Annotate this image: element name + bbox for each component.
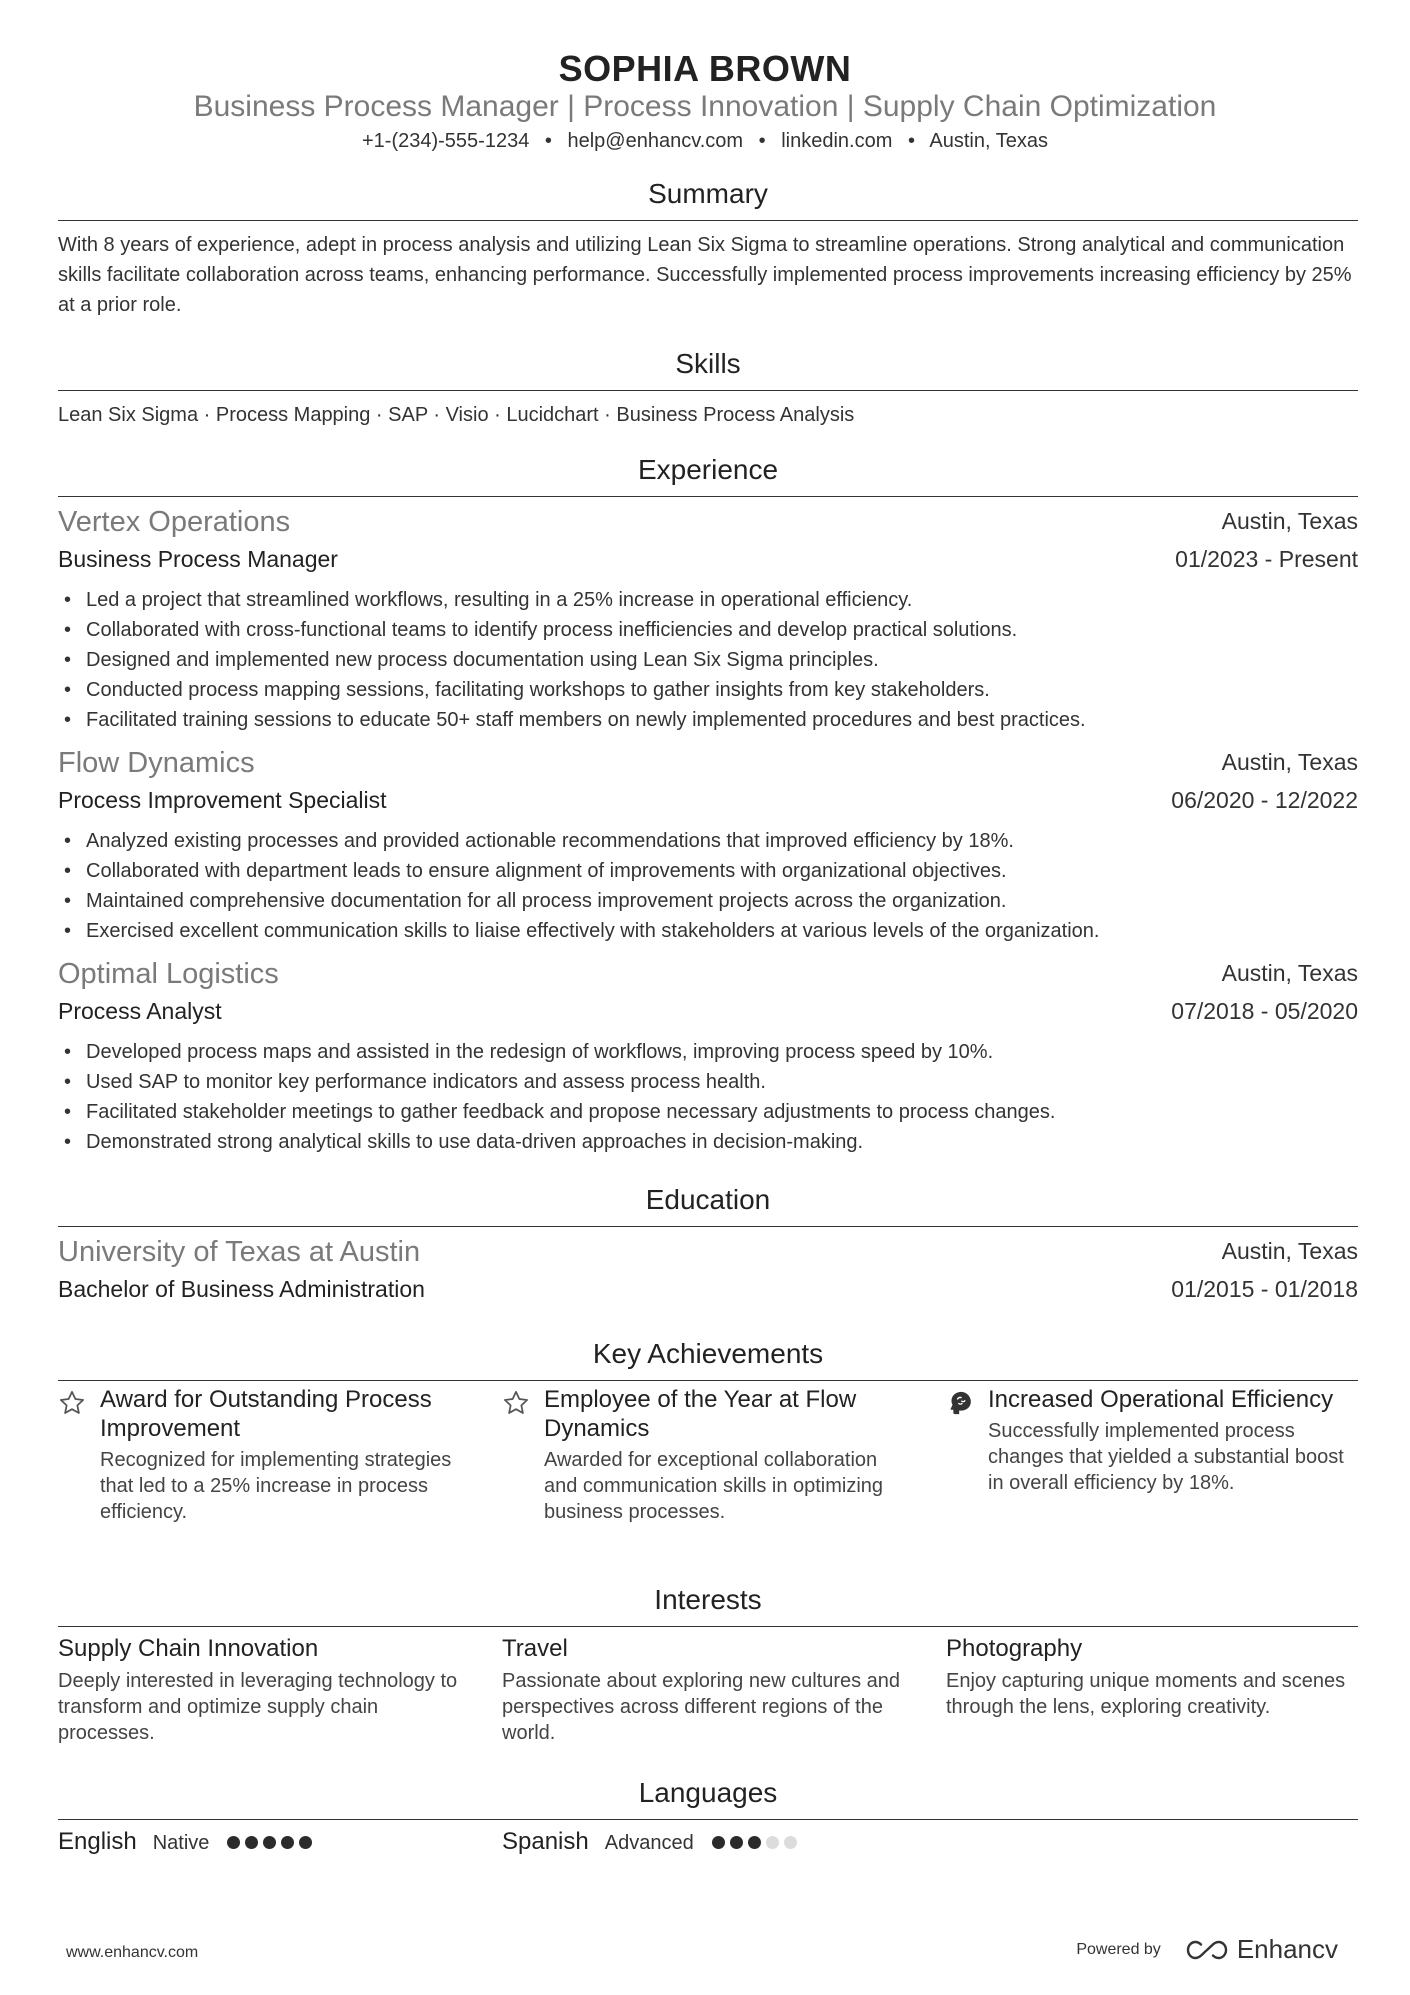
list-item: • Led a project that streamlined workflows, resulting in a 25% increase in operational efficiency. (58, 585, 1358, 615)
job-dates: 01/2023 - Present (1175, 546, 1358, 572)
list-item: • Developed process maps and assisted in the redesign of workflows, improving process speed by 10%. (58, 1037, 1358, 1067)
achievement-title: Increased Operational Efficiency (988, 1386, 1334, 1413)
location-text: Austin, Texas (929, 130, 1048, 152)
job-bullets (58, 826, 1358, 946)
rating-dot-filled (299, 1836, 312, 1849)
skills-heading: Skills (675, 348, 741, 379)
brain-icon (946, 1389, 974, 1417)
achievement-desc: Awarded for exceptional collaboration and communication skills in optimizing business processes. (544, 1449, 884, 1523)
list-item: • Facilitated stakeholder meetings to gather feedback and propose necessary adjustments to process changes. (58, 1097, 1358, 1127)
rating-dot-filled (748, 1836, 761, 1849)
job-dates: 06/2020 - 12/2022 (1171, 787, 1358, 813)
skills-list: Lean Six Sigma · Process Mapping · SAP · Visio · Lucidchart · Business Process Analysis (58, 404, 855, 426)
job-company: Flow Dynamics (58, 747, 255, 779)
rating-dot-filled (263, 1836, 276, 1849)
list-item: • Facilitated training sessions to educate 50+ staff members on newly implemented procedures and best practices. (58, 705, 1358, 735)
list-item: • Conducted process mapping sessions, facilitating workshops to gather insights from key stakeholders. (58, 675, 1358, 705)
education-location: Austin, Texas (1221, 1238, 1358, 1264)
section-divider (58, 1226, 1358, 1227)
language-rating (227, 1836, 312, 1849)
enhancv-logo-icon (1185, 1938, 1229, 1962)
interest-item (58, 1634, 478, 1746)
job-company: Vertex Operations (58, 506, 291, 538)
list-item: • Maintained comprehensive documentation for all process improvement projects across the organization. (58, 886, 1358, 916)
powered-by-label: Powered by (1076, 1940, 1161, 1958)
section-divider (58, 390, 1358, 391)
job-location: Austin, Texas (1221, 508, 1358, 534)
language-item (58, 1828, 312, 1856)
achievements-heading: Key Achievements (592, 1338, 824, 1369)
interest-desc: Passionate about exploring new cultures and perspectives across different regions of the world. (502, 1670, 901, 1744)
job-location: Austin, Texas (1221, 749, 1358, 775)
interest-title: Supply Chain Innovation (58, 1635, 319, 1662)
footer-branding[interactable] (1076, 1934, 1338, 1965)
list-item: • Collaborated with department leads to ensure alignment of improvements with organizational objectives. (58, 856, 1358, 886)
achievement-title: Employee of the Year at Flow Dynamics (544, 1386, 857, 1442)
interest-desc: Enjoy capturing unique moments and scenes through the lens, exploring creativity. (946, 1670, 1346, 1718)
list-item: • Exercised excellent communication skills to liaise effectively with stakeholders at various levels of the organization. (58, 916, 1358, 946)
interest-title: Photography (946, 1635, 1083, 1662)
job-role: Process Improvement Specialist (58, 787, 387, 813)
candidate-name: SOPHIA BROWN (558, 48, 852, 89)
list-item: • Demonstrated strong analytical skills to use data-driven approaches in decision-making. (58, 1127, 1358, 1157)
candidate-headline: Business Process Manager | Process Innovation | Supply Chain Optimization (193, 90, 1217, 123)
language-level: Native (152, 1832, 210, 1854)
job-role: Business Process Manager (58, 546, 338, 572)
phone-text: +1-(234)-555-1234 (361, 130, 530, 152)
achievement-item (58, 1385, 458, 1525)
section-divider (58, 1626, 1358, 1627)
email-link[interactable]: help@enhancv.com (567, 130, 744, 152)
section-divider (58, 220, 1358, 221)
section-divider (58, 1380, 1358, 1381)
education-heading: Education (645, 1184, 771, 1215)
star-icon (502, 1389, 530, 1417)
rating-dot-filled (227, 1836, 240, 1849)
education-school: University of Texas at Austin (58, 1236, 421, 1268)
list-item: • Used SAP to monitor key performance indicators and assess process health. (58, 1067, 1358, 1097)
list-item: • Designed and implemented new process documentation using Lean Six Sigma principles. (58, 645, 1358, 675)
interest-item (502, 1634, 922, 1746)
achievement-title: Award for Outstanding Process Improvement (100, 1386, 432, 1442)
job-dates: 07/2018 - 05/2020 (1171, 998, 1358, 1024)
achievement-desc: Successfully implemented process changes that yielded a substantial boost in overall efficiency by 18%. (988, 1420, 1344, 1494)
achievement-item (502, 1385, 902, 1525)
experience-heading: Experience (637, 454, 779, 485)
language-item (502, 1828, 797, 1856)
language-name: English (58, 1828, 137, 1855)
footer-website-link[interactable]: www.enhancv.com (66, 1944, 199, 1961)
interest-desc: Deeply interested in leveraging technology to transform and optimize supply chain processes. (58, 1670, 458, 1744)
languages-heading: Languages (638, 1777, 778, 1808)
rating-dot-filled (730, 1836, 743, 1849)
rating-dot-filled (712, 1836, 725, 1849)
interests-heading: Interests (654, 1584, 762, 1615)
achievement-item (946, 1385, 1346, 1496)
language-rating (712, 1836, 797, 1849)
contact-line (0, 130, 1410, 153)
interest-title: Travel (502, 1635, 568, 1662)
education-degree: Bachelor of Business Administration (58, 1276, 425, 1302)
linkedin-link[interactable]: linkedin.com (781, 130, 893, 152)
job-role: Process Analyst (58, 998, 222, 1024)
job-bullets (58, 1037, 1358, 1157)
job-location: Austin, Texas (1221, 960, 1358, 986)
section-divider (58, 496, 1358, 497)
rating-dot-filled (281, 1836, 294, 1849)
list-item: • Collaborated with cross-functional teams to identify process inefficiencies and develop practical solutions. (58, 615, 1358, 645)
enhancv-brand-text: Enhancv (1236, 1934, 1338, 1964)
section-divider (58, 1819, 1358, 1820)
separator-dot: • (907, 130, 915, 152)
interest-item (946, 1634, 1366, 1720)
star-icon (58, 1389, 86, 1417)
separator-dot: • (758, 130, 766, 152)
language-name: Spanish (502, 1828, 589, 1855)
summary-heading: Summary (648, 178, 768, 209)
rating-dot-empty (784, 1836, 797, 1849)
separator-dot: • (544, 130, 552, 152)
job-company: Optimal Logistics (58, 958, 279, 990)
rating-dot-filled (245, 1836, 258, 1849)
education-dates: 01/2015 - 01/2018 (1171, 1276, 1358, 1302)
achievement-desc: Recognized for implementing strategies that led to a 25% increase in process efficiency. (100, 1449, 452, 1523)
language-level: Advanced (604, 1832, 694, 1854)
rating-dot-empty (766, 1836, 779, 1849)
summary-text: With 8 years of experience, adept in process analysis and utilizing Lean Six Sigma to streamline operations. Strong analytical and communication skills facilitate collaboration across teams, enhancing performance. Successfully implemented process improvements increasing efficiency by 25% at a prior role. (58, 234, 1352, 316)
list-item: • Analyzed existing processes and provided actionable recommendations that improved efficiency by 18%. (58, 826, 1358, 856)
job-bullets (58, 585, 1358, 735)
